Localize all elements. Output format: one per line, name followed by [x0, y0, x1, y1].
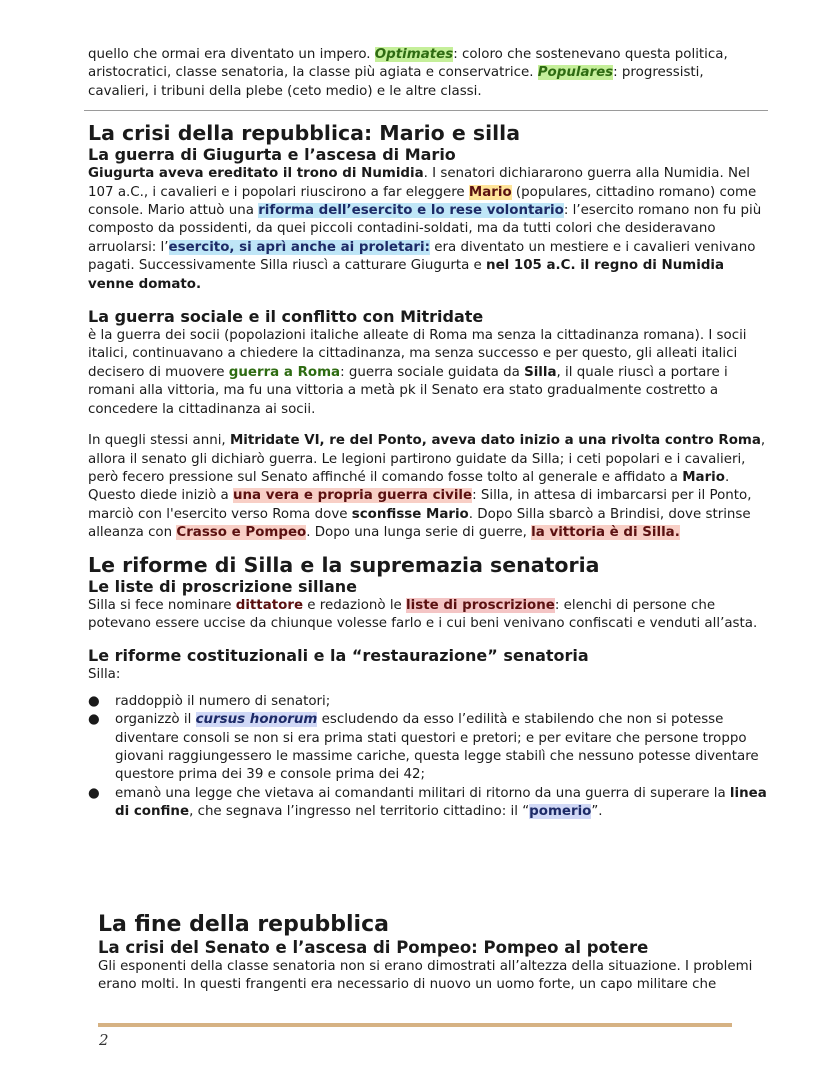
term-mario: Mario: [468, 184, 512, 200]
section-fine-repubblica: [98, 912, 778, 995]
term-guerra-civile: una vera e propria guerra civile: [232, 488, 473, 504]
text: : elenchi di persone che potevano essere uccise da chiunque volesse farlo e i cui beni venivano confiscati e venduti all’asta.: [88, 597, 758, 631]
text: : coloro che sostenevano questa politica, aristocratici, classe senatoria, la classe più agiata e conservatrice.: [88, 47, 728, 81]
heading-fine-repubblica: La fine della repubblica: [98, 912, 389, 937]
paragraph-proscrizione: [88, 597, 768, 634]
spacer: [88, 294, 768, 307]
text: : guerra sociale guidata da: [340, 364, 525, 380]
intro-paragraph: [88, 46, 768, 101]
term-crasso-pompeo: Crasso e Pompeo: [176, 525, 307, 541]
text: era diventato un mestiere e i cavalieri venivano pagati. Successivamente Silla riuscì a catturare Giugurta e: [88, 239, 756, 274]
text: Silla si fece nominare: [88, 597, 236, 613]
text: , che segnava l’ingresso nel territorio cittadino: il “: [189, 804, 530, 820]
subheading-liste-proscrizione: Le liste di proscrizione sillane: [88, 576, 358, 596]
text: : l’esercito romano non fu più composto da possidenti, da quei piccoli contadini-soldati, ma da tutti colori che desideravano arruolarsi: l’: [88, 203, 762, 255]
text: , il quale riuscì a portare i romani alla vittoria, ma fu una vittoria a metà pk il Senato era stato gradualmente costretto a concedere la cittadinanza ai socii.: [88, 364, 728, 417]
text: emanò una legge che vietava ai comandanti militari di ritorno da una guerra di superare la: [115, 785, 730, 801]
term-liste-proscrizione: liste di proscrizione: [406, 597, 555, 613]
subheading-guerra-sociale: La guerra sociale e il conflitto con Mitridate: [88, 307, 484, 327]
text: . I senatori dichiararono guerra alla Numidia. Nel 107 a.C., i cavalieri e i popolari riuscirono a far eleggere: [88, 166, 750, 200]
term-dittatore: dittatore: [235, 597, 304, 613]
text: . Questo diede iniziò a: [88, 469, 730, 504]
spacer: [88, 419, 768, 432]
term-mario: Mario: [682, 469, 725, 485]
riforme-list: [88, 693, 768, 822]
paragraph-fine: Gli esponenti della classe senatoria non si erano dimostrati all’altezza della situazione. I problemi erano molti. In questi frangenti era necessario di nuovo un uomo forte, un capo militare che: [98, 959, 753, 993]
paragraph-mitridate: [88, 432, 768, 542]
text: escludendo da esso l’edilità e stabilendo che non si potesse diventare consoli se non si era prima stati questori e pretori; e per evitare che persone troppo giovani raggiungessero le massime cariche, questa legge stabilì che nessuno potesse diventare questore prima dei 39 e console prima dei 42;: [115, 712, 759, 783]
text: e redazionò le: [303, 597, 407, 613]
paragraph-giugurta: [88, 165, 768, 294]
subheading-crisi-senato: La crisi del Senato e l’ascesa di Pompeo: Pompeo al potere: [98, 938, 649, 957]
subheading-giugurta: La guerra di Giugurta e l’ascesa di Mario: [88, 145, 456, 165]
bullet-icon: ●: [88, 693, 100, 709]
footer-rule: [98, 1023, 732, 1027]
list-item: [88, 693, 768, 711]
term-riforma-esercito: riforma dell’esercito e lo rese volontario: [258, 203, 564, 219]
paragraph-guerra-sociale: [88, 327, 768, 419]
term-esercito-proletari: esercito, si aprì anche ai proletari:: [168, 239, 430, 255]
term-populares: Populares: [537, 65, 614, 81]
heading-riforme-silla: Le riforme di Silla e la supremazia senatoria: [88, 552, 600, 577]
heading-crisi-repubblica: La crisi della repubblica: Mario e silla: [88, 121, 521, 146]
term-guerra-roma: guerra a Roma: [228, 364, 341, 380]
list-item: [88, 711, 768, 785]
term-pomerio: pomerio: [529, 804, 592, 820]
text: : progressisti, cavalieri, i tribuni della plebe (ceto medio) e le altre classi.: [88, 65, 704, 99]
text: quello che ormai era diventato un impero.: [88, 47, 375, 62]
term-cursus-honorum: cursus honorum: [195, 712, 318, 728]
page-content: [88, 46, 768, 822]
text: , allora il senato gli dichiarò guerra. Le legioni partirono guidate da Silla; i ceti popolari e i cavalieri, però fecero pressione sul Senato affinché il comando fosse tolto al generale e affidato a: [88, 433, 766, 485]
text: . Dopo Silla sbarcò a Brindisi, dove strinse alleanza con: [88, 506, 751, 541]
spacer: [88, 543, 768, 553]
text-bold: Mitridate VI, re del Ponto, aveva dato inizio a una rivolta contro Roma: [229, 433, 761, 449]
text: organizzò il: [115, 712, 196, 728]
text: ”.: [591, 804, 603, 820]
list-item: [88, 785, 768, 822]
text: è la guerra dei socii (popolazioni italiche alleate di Roma ma senza la cittadinanza romana). I socii italici, continuavano a chiedere la cittadinanza, ma senza successo e per questo, gli alleati italici decisero di muovere: [88, 328, 747, 380]
text-bold: linea di confine: [115, 785, 767, 820]
text: : Silla, in attesa di imbarcarsi per il Ponto, marciò con l'esercito verso Roma dove: [88, 488, 752, 522]
subheading-riforme-costituzionali: Le riforme costituzionali e la “restaurazione” senatoria: [88, 646, 589, 666]
term-vittoria-silla: la vittoria è di Silla.: [531, 525, 680, 541]
bullet-icon: ●: [88, 785, 100, 801]
paragraph-lead: Silla:: [88, 667, 121, 683]
text: raddoppiò il numero di senatori;: [115, 693, 331, 709]
bullet-icon: ●: [88, 712, 100, 728]
spacer: [88, 633, 768, 646]
text-bold: nel 105 a.C. il regno di Numidia venne domato.: [88, 258, 725, 292]
text: In quegli stessi anni,: [88, 433, 230, 449]
text: . Dopo una lunga serie di guerre,: [306, 525, 532, 541]
text: (populares, cittadino romano) come console. Mario attuò una: [88, 184, 757, 219]
term-optimates: Optimates: [374, 47, 454, 62]
section-divider: [84, 110, 768, 111]
text-bold: Giugurta aveva ereditato il trono di Numidia: [88, 166, 424, 182]
text-bold: sconfisse Mario: [351, 506, 469, 522]
term-silla: Silla: [524, 364, 557, 380]
page-number: 2: [99, 1031, 109, 1049]
